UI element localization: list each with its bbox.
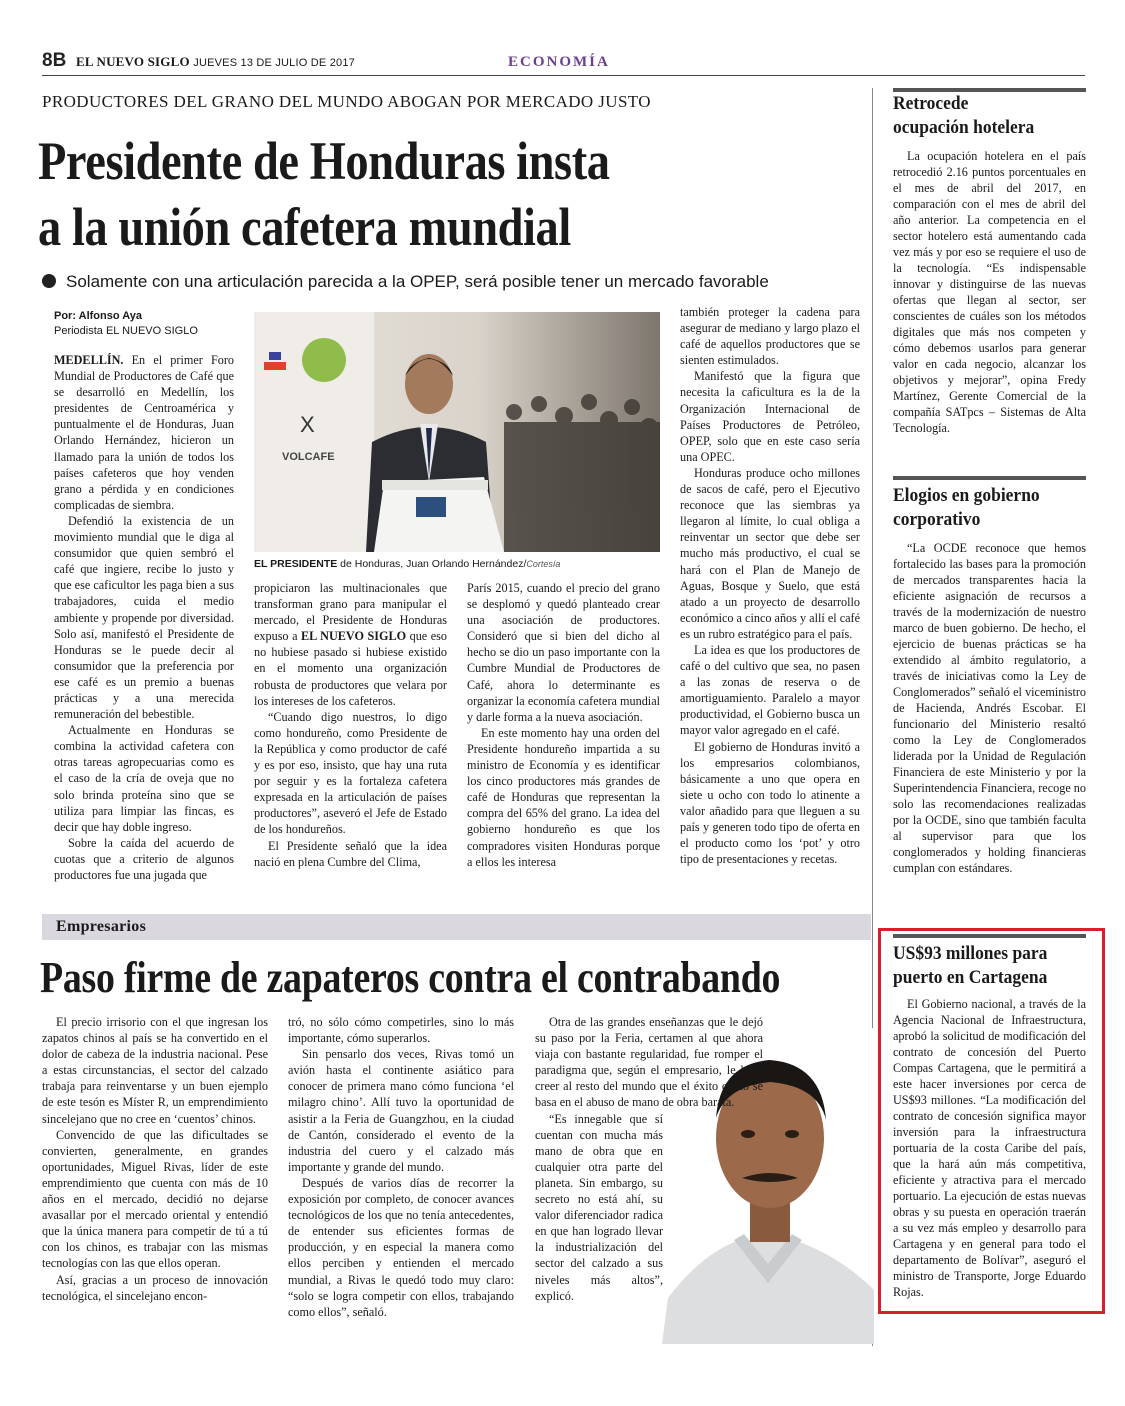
sidebar-item-2-text: “La OCDE reconoce que hemos fortalecido las bases para la promoción de mercados transparentes hacia la eficiente asignación de recursos a través de la modernización de nuestro marco de buen gobierno. De hecho, el ejercicio de buenas prácticas se ha extendido al ámbito regulatorio, a través de iniciativas como la Ley de Conglomerados” señaló el viceministro de Hacienda, Andrés Escobar. El funcionario del Ministerio resaltó como la Ley de Conglomerados liderada por la Unidad de Regulación Financiera de este Ministerio y por la Superintendencia Financiera, recoge no solo las recomendaciones realizadas por la OCDE, sino que también faculta al supervisor para que los conglomerados y holding financieras cumplan con estándares. <box>893 541 1086 875</box>
story-headline <box>38 128 743 260</box>
sidebar-item-2-title: Elogios en gobierno corporativo <box>893 485 1040 530</box>
paragraph: Defendió la existencia de un movimiento mundial que le diga al consumidor que quien sembró el café que ingiere, recibe lo justo y que ese caficultor les paga bien a sus trabajadores, cuida el medio ambiente y propende por diversidad. Solo así, manifestó el Presidente de Honduras se le puede decir al consumidor que la preferencia por ese café es un premio a buenas prácticas y a una merecida remuneración del bebestible. <box>54 513 234 722</box>
story-2-column-1 <box>42 1014 268 1304</box>
sidebar-item-1-title: Retrocede ocupación hotelera <box>893 93 1035 138</box>
byline-name: Por: Alfonso Aya <box>54 310 143 322</box>
masthead-name: EL NUEVO SIGLO <box>76 54 190 69</box>
section-band <box>42 914 871 940</box>
deck-text: Solamente con una articulación parecida a la OPEP, será posible tener un mercado favorable <box>66 272 769 291</box>
volcafe-sign: VOLCAFE <box>282 451 335 463</box>
sidebar-rule <box>893 934 1086 938</box>
issue-date: JUEVES 13 DE JULIO DE 2017 <box>193 57 355 69</box>
president-photo <box>254 312 660 552</box>
paragraph: El gobierno de Honduras invitó a los empresarios colombianos, básicamente a uno que opera en siete u ocho con todo lo atinente a valor añadido para que lleguen a su país y generen todo tipo de oferta en el producto como los ‘pot’ y otro tipo de presentaciones y recetas. <box>680 739 860 867</box>
bullet-icon <box>42 274 56 288</box>
paragraph: Honduras produce ocho millones de sacos de café, pero el Ejecutivo reconoce que las siembras ya llegaron al límite, lo cual obliga a reinventar un sector que debe ser mucho más productivo, el cual se hará con el Plan de Manejo de Aguas, Bosque y Suelo, que está atado a un proyecto de desarrollo económico a cinco años y allí el café es un rubro estratégico para el país. <box>680 465 860 641</box>
main-story-column-4 <box>680 304 860 867</box>
paragraph: París 2015, cuando el precio del grano se desplomó y quedó planteado crear una asociación de productores. Consideró que si bien del dicho al hecho se dio un paso importante con la Cumbre Mundial de Productores de Café, ahora lo determinante es organizar la economía cafetera mundial y darle forma a la nueva asociación. <box>467 581 660 724</box>
paragraph: tró, no sólo cómo competirles, sino lo más importante, cómo superarlos. <box>288 1015 514 1046</box>
section-band-label: Empresarios <box>56 918 147 935</box>
dateline: MEDELLÍN. <box>54 353 124 367</box>
header-rule <box>42 75 1085 76</box>
paragraph: Otra de las grandes enseñanzas que le dejó su paso por la Feria, certamen al que ahora viaja con bastante regularidad, fue romper el paradigma que, según el empresario, le hace creer al resto del mundo que el éxito chino se basa en el abuso de mano de obra barata. <box>535 1015 763 1110</box>
paragraph: Manifestó que la figura que necesita la caficultura es la de la Organización Internacional de Países Productores de Petróleo, OPEP, solo que en este caso sería una OPEC. <box>680 369 860 464</box>
photo-caption: EL PRESIDENTE de Honduras, Juan Orlando Hernández/Cortesía <box>254 558 561 570</box>
story-2-column-3 <box>535 1014 763 1304</box>
story-kicker: PRODUCTORES DEL GRANO DEL MUNDO ABOGAN POR MERCADO JUSTO <box>42 92 651 111</box>
main-story-column-2 <box>254 580 447 870</box>
paragraph: Después de varios días de recorrer la exposición por completo, de conocer avances tecnológicos de los que no tenía antecedentes, de entender sus eficientes formas de producción, y en especial la manera como ellos perciben y entienden el mercado mundial, a Rivas le quedó todo muy claro: “solo se logra competir con ellos, trabajando como ellos”, señaló. <box>288 1175 514 1319</box>
paragraph: Sin pensarlo dos veces, Rivas tomó un avión hasta el continente asiático para conocer de primera mano cómo funciona ‘el milagro chino’. Allí tuvo la oportunidad de asistir a la Feria de Guangzhou, en la ciudad de Cantón, considerado el evento de la industria del cuero y el calzado más importante y grande del mundo. <box>288 1047 514 1174</box>
paragraph: propiciaron las multinacionales que transforman grano para manipular el mercado, el Presidente de Honduras expuso a EL NUEVO SIGLO que eso no hubiese pasado si hubiese existido en el momento una organización robusta de productores que velara por los intereses de los cafeteros. <box>254 581 448 708</box>
photo-credit: Cortesía <box>526 559 561 569</box>
paragraph: “Es innegable que sí cuentan con mucha más mano de obra que en cualquier otra parte del planeta. Sin embargo, su secreto no está ahí, su valor diferenciador radica en que han logrado llevar la industrialización del sector del calzado a sus niveles más altos”, explicó. <box>535 1111 663 1303</box>
paragraph: Actualmente en Honduras se combina la actividad cafetera con otras tareas agropecuarias como es el caso de la cría de oveja que no solo brinda proteína sino que se utiliza para limpiar las fincas, es decir que hay doble ingreso. <box>54 723 234 834</box>
headline-line-1: Presidente de Honduras insta <box>38 131 610 191</box>
story-2-headline: Paso firme de zapateros contra el contrabando <box>40 953 781 1002</box>
main-story-column-1 <box>54 352 234 883</box>
paragraph: El precio irrisorio con el que ingresan los zapatos chinos al país se ha convertido en el dolor de cabeza de la industria nacional. Pese a estas circunstancias, el sector del calzado trabaja para reinventarse y un buen ejemplo de este tesón es Míster R, un emprendimiento sincelejano que no cree en ‘cuentos’ chinos. <box>42 1015 268 1126</box>
paragraph: El Presidente señaló que la idea nació en plena Cumbre del Clima, <box>254 838 447 869</box>
headline-line-2: a la unión cafetera mundial <box>38 197 571 257</box>
byline-role: Periodista EL NUEVO SIGLO <box>54 325 198 337</box>
paragraph: Sobre la caída del acuerdo de cuotas que a criterio de algunos productores fue una jugada que <box>54 835 234 882</box>
page-number: 8B <box>42 50 67 71</box>
paragraph: “Cuando digo nuestros, lo digo como hondureño, como Presidente de la República y como productor de café y es por eso, insisto, que hay una ruta por seguir y es la fortaleza cafetera expresada en la articulación de países productores”, aseveró el Jefe de Estado de los hondureños. <box>254 709 447 837</box>
paragraph: Así, gracias a un proceso de innovación tecnológica, el sincelejano encon- <box>42 1272 268 1303</box>
sidebar-item-3-text: El Gobierno nacional, a través de la Agencia Nacional de Infraestructura, aprobó la solicitud de modificación del contrato de concesión del Puerto Compas Cartagena, que le permitirá a este hacer inversiones por cerca de US$93 millones. “La modificación del contrato de concesión significa mayor inversión para la infraestructura portuaria de la costa Caribe del país, que la hará aún más competitiva, eficiente y atractiva para el mercado portuario. La ejecución de estas nuevas obras y su puesta en operación traerán a su vez más empleo y desarrollo para Cartagena y en general para todo el departamento de Bolívar”, aseguró el ministro de Transporte, Jorge Eduardo Rojas. <box>893 997 1086 1299</box>
paragraph: La idea es que los productores de café o del cultivo que sea, no pasen a las zonas de reserva o de amortiguamiento. Paralelo a mayor productividad, el Gobierno busca un mayor valor agregado en el café. <box>680 642 860 738</box>
main-story-column-3 <box>467 580 660 870</box>
paragraph: En este momento hay una orden del Presidente hondureño impartida a su ministro de Economía y es identificar los cinco productores más grandes de café de Honduras que representan la compra del 65% del grano. La idea del gobierno hondureño es que los compradores visiten Honduras porque a ellos les interesa <box>467 725 660 869</box>
paragraph: también proteger la cadena para asegurar de mediano y largo plazo el café de aquellos productores que se sienten estimulados. <box>680 305 860 368</box>
story-2-column-2 <box>288 1014 514 1320</box>
paragraph: MEDELLÍN. En el primer Foro Mundial de Productores de Café que se desarrolló en Medellín, los presidentes de Centroamérica y puntualmente el de Honduras, Juan Orlando Hernández, hicieron un llamado para la unión de todos los países cafeteros que hoy venden grano a pérdida y en condiciones complicadas de siembra. <box>54 353 234 512</box>
sidebar-item-3-title: US$93 millones para puerto en Cartagena <box>893 943 1048 988</box>
sidebar-item-1-text: La ocupación hotelera en el país retrocedió 2.16 puntos porcentuales en el mes de abril del 2017, en comparación con el mes de abril del año anterior. La competencia en el sector hotelero está aumentando cada vez más y por eso se requiere el uso de la tecnología. “Es indispensable innovar y distinguirse de las nuevas ofertas que llegan al sector, ser conscientes de cuáles son los métodos digitales que más nos competen y cómo debemos usarlos para generar valor en cada negocio, alcanzar los objetivos y mejorar”, opina Fredy Martínez, Gerente Comercial de la compañía SATpcs – Sistemas de Alta Tecnología. <box>893 149 1086 435</box>
masthead <box>76 54 355 70</box>
paragraph: Convencido de que las dificultades se convierten, generalmente, en grandes oportunidades, Miguel Rivas, líder de este emprendimiento que cuenta con más de 10 años en el mercado, decidió no dejarse avasallar por el mercado oriental y entendió que la única manera para competir de tú a tú con los chinos, es trabajar con las mismas tecnologías con las que ellos operan. <box>42 1127 268 1271</box>
sidebar-rule <box>893 476 1086 480</box>
svg-text:X: X <box>300 412 315 437</box>
byline <box>54 310 198 337</box>
story-deck <box>42 272 769 292</box>
section-name: ECONOMÍA <box>508 54 610 70</box>
